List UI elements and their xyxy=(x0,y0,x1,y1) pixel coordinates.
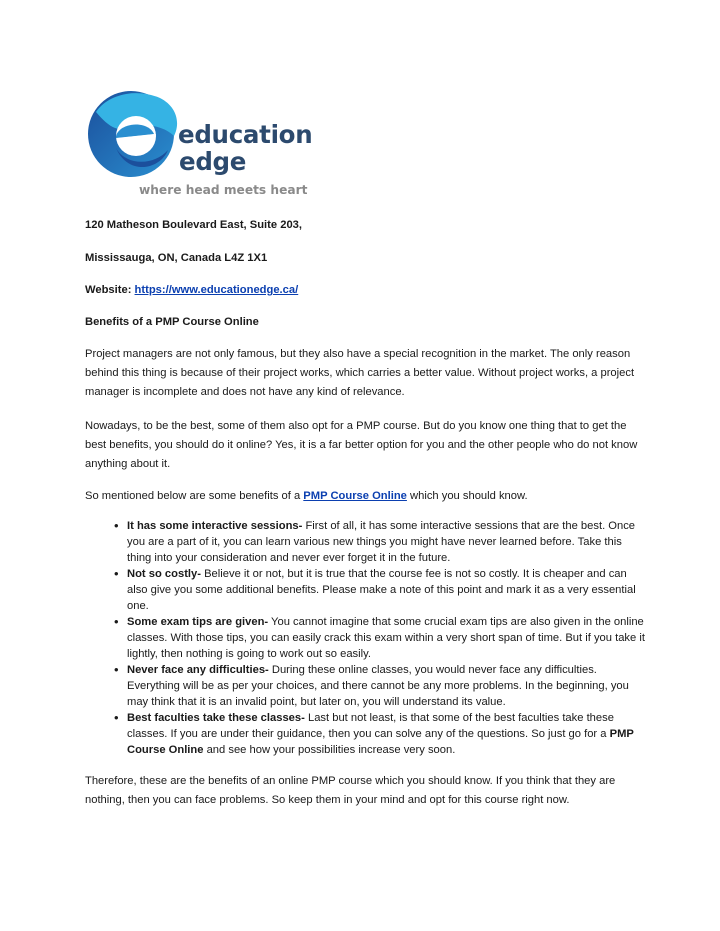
benefit-text: During these online classes, you would never face any difficulties. Everything will be as per your choices, and there cannot be any more problems. In the beginning, you may think that it is an invalid point, but later on, you will understand its value. xyxy=(127,664,629,708)
intro-text-before: So mentioned below are some benefits of a xyxy=(85,490,304,502)
benefits-list xyxy=(85,518,645,758)
benefit-text: First of all, it has some interactive sessions that are the best. Once you are a part of it, you can learn various new things you might have never learned before. Take this thing into your consideration and never ever forget it in the future. xyxy=(127,520,636,564)
benefit-text: You cannot imagine that some crucial exam tips are also given in the online classes. With those tips, you can easily crack this exam within a very short span of time. But if you take it lightly, then nothing is going to work out so easily. xyxy=(127,616,645,660)
benefit-title: Some exam tips are given- xyxy=(127,616,269,628)
website-label: Website: xyxy=(85,284,132,296)
benefit-text: Last but not least, is that some of the best faculties take these classes. If you are under their guidance, then you can solve any of the questions. So just go for a xyxy=(127,712,614,740)
benefit-text: Believe it or not, but it is true that the course fee is not so costly. It is cheaper and can also give you some additional benefits. Please make a note of this point and mark it as a very essential one. xyxy=(127,568,636,612)
closing-paragraph: Therefore, these are the benefits of an online PMP course which you should know. If you think that they are nothing, then you can face problems. So keep them in your mind and opt for this course right now. xyxy=(85,775,616,806)
e-swoosh-logo-icon xyxy=(86,84,186,184)
benefit-tail: and see how your possibilities increase very soon. xyxy=(203,744,456,756)
paragraph-2: Nowadays, to be the best, some of them also opt for a PMP course. But do you know one thing that to get the best benefits, you should do it online? Yes, it is a far better option for you and the other people who do not know anything about it. xyxy=(85,420,638,470)
intro-text-after: which you should know. xyxy=(406,490,528,502)
intro-line xyxy=(85,488,645,504)
address-line-1: 120 Matheson Boulevard East, Suite 203, xyxy=(85,219,302,231)
brand-word-education: education xyxy=(178,120,313,149)
address-line-2: Mississauga, ON, Canada L4Z 1X1 xyxy=(85,252,268,264)
list-item xyxy=(127,518,645,566)
list-item xyxy=(127,614,645,662)
benefit-strong-end: PMP Course Online xyxy=(127,728,634,756)
education-edge-logo xyxy=(86,84,321,200)
benefit-title: Never face any difficulties- xyxy=(127,664,269,676)
website-line xyxy=(85,282,645,298)
section-heading: Benefits of a PMP Course Online xyxy=(85,316,259,328)
document-body xyxy=(85,217,645,810)
benefit-title: Best faculties take these classes- xyxy=(127,712,305,724)
paragraph-1: Project managers are not only famous, but they also have a special recognition in the market. The only reason behind this thing is because of their project works, which carries a better value. Without project works, a project manager is incomplete and does not have any kind of relevance. xyxy=(85,348,635,398)
benefit-title: It has some interactive sessions- xyxy=(127,520,303,532)
logo-tagline: where head meets heart xyxy=(139,183,308,197)
list-item xyxy=(127,662,645,710)
benefit-title: Not so costly- xyxy=(127,568,201,580)
list-item xyxy=(127,566,645,614)
pmp-course-online-link[interactable]: PMP Course Online xyxy=(303,490,407,502)
brand-word-edge: edge xyxy=(179,147,247,176)
list-item xyxy=(127,710,645,758)
website-link[interactable]: https://www.educationedge.ca/ xyxy=(134,284,299,296)
